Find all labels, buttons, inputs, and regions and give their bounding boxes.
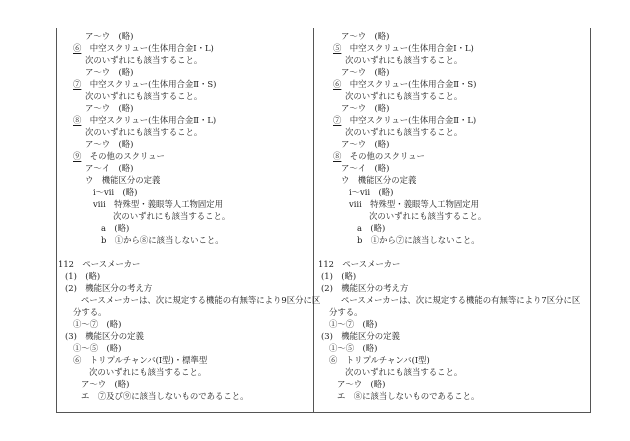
text-line: ア〜ウ (略) (85, 139, 134, 149)
text-line: (3) 機能区分の定義 (321, 331, 400, 341)
text-line: b ①から⑧に該当しないこと。 (101, 235, 224, 245)
text-line: エ ⑦及び⑨に該当しないものであること。 (81, 391, 249, 401)
item-number: ⑨ (73, 151, 82, 161)
text-line: ア〜ウ (略) (341, 103, 390, 113)
text-line: ア〜ウ (略) (81, 379, 130, 389)
text-line: 次のいずれにも該当すること。 (85, 127, 203, 137)
item-number: ⑦ (333, 115, 342, 125)
item-number: ⑥ (73, 43, 82, 53)
text-line: ①〜⑤ (略) (73, 343, 122, 353)
text-line: (1) (略) (65, 271, 101, 281)
text-line: a (略) (101, 223, 130, 233)
item-title: 中空スクリュー(生体用合金Ⅱ・L) (81, 115, 217, 125)
text-line: 次のいずれにも該当すること。 (113, 211, 231, 221)
text-line: ①〜⑦ (略) (73, 319, 122, 329)
text-line: ア〜ウ (略) (85, 31, 134, 41)
text-line: ア〜ウ (略) (337, 379, 386, 389)
item-number: ⑧ (73, 115, 82, 125)
text-line: 次のいずれにも該当すること。 (345, 55, 463, 65)
text-line: 次のいずれにも該当すること。 (85, 55, 203, 65)
text-line: ウ 機能区分の定義 (341, 175, 417, 185)
item-title: 中空スクリュー(生体用合金Ⅱ・L) (341, 115, 477, 125)
text-line: ア〜ウ (略) (85, 103, 134, 113)
text-line: ア〜イ (略) (341, 163, 390, 173)
text-line: ア〜ウ (略) (85, 67, 134, 77)
text-line: 分する。 (329, 307, 363, 317)
text-line: ⅷ 特殊型・義眼等人工物固定用 (349, 199, 480, 209)
item-heading (73, 115, 216, 126)
text-line: 次のいずれにも該当すること。 (85, 91, 203, 101)
item-title: その他のスクリュー (81, 151, 165, 161)
item-number: ⑧ (333, 151, 342, 161)
text-line: ア〜ウ (略) (341, 31, 390, 41)
text-line: ペースメーカーは、次に規定する機能の有無等により9区分に区 (81, 295, 321, 305)
item-number: ⑦ (73, 79, 82, 89)
text-line: 分する。 (73, 307, 107, 317)
text-line: (1) (略) (321, 271, 357, 281)
text-line: エ ⑧に該当しないものであること。 (337, 391, 480, 401)
section-heading: 112 ペースメーカー (318, 259, 401, 269)
text-line: b ①から⑦に該当しないこと。 (357, 235, 480, 245)
text-line: (2) 機能区分の考え方 (321, 283, 409, 293)
item-heading (333, 79, 476, 90)
text-line: ア〜イ (略) (85, 163, 134, 173)
text-line: 次のいずれにも該当すること。 (345, 91, 463, 101)
item-title: 中空スクリュー(生体用合金Ⅱ・S) (341, 79, 477, 89)
item-number: ⑥ (333, 79, 342, 89)
text-line: a (略) (357, 223, 386, 233)
text-line: ⅷ 特殊型・義眼等人工物固定用 (93, 199, 224, 209)
section-heading: 112 ペースメーカー (58, 259, 141, 269)
text-line: ⑥ トリプルチャンバ(Ⅰ型)・標準型 (73, 355, 208, 365)
text-line: 次のいずれにも該当すること。 (369, 211, 487, 221)
text-line: ウ 機能区分の定義 (85, 175, 161, 185)
text-line: ⅰ〜ⅶ (略) (349, 187, 394, 197)
text-line: ア〜ウ (略) (341, 67, 390, 77)
text-line: ①〜⑦ (略) (329, 319, 378, 329)
text-line: 次のいずれにも該当すること。 (89, 367, 207, 377)
text-line: ⅰ〜ⅶ (略) (93, 187, 138, 197)
text-line: ①〜⑤ (略) (329, 343, 378, 353)
text-line: (2) 機能区分の考え方 (65, 283, 153, 293)
text-line: ペースメーカーは、次に規定する機能の有無等により7区分に区 (341, 295, 581, 305)
item-number: ⑤ (333, 43, 342, 53)
column-divider (313, 28, 314, 412)
item-heading (333, 43, 474, 54)
item-heading (333, 115, 476, 126)
item-title: その他のスクリュー (341, 151, 425, 161)
text-line: ⑥ トリプルチャンバ(Ⅰ型) (329, 355, 430, 365)
text-line: ア〜ウ (略) (341, 139, 390, 149)
item-heading (73, 79, 216, 90)
item-title: 中空スクリュー(生体用合金Ⅱ・S) (81, 79, 217, 89)
text-line: (3) 機能区分の定義 (65, 331, 144, 341)
item-heading (333, 151, 425, 162)
item-heading (73, 151, 165, 162)
text-line: 次のいずれにも該当すること。 (345, 127, 463, 137)
item-heading (73, 43, 214, 54)
text-line: 次のいずれにも該当すること。 (345, 367, 463, 377)
item-title: 中空スクリュー(生体用合金Ⅰ・L) (341, 43, 474, 53)
item-title: 中空スクリュー(生体用合金Ⅰ・L) (81, 43, 214, 53)
